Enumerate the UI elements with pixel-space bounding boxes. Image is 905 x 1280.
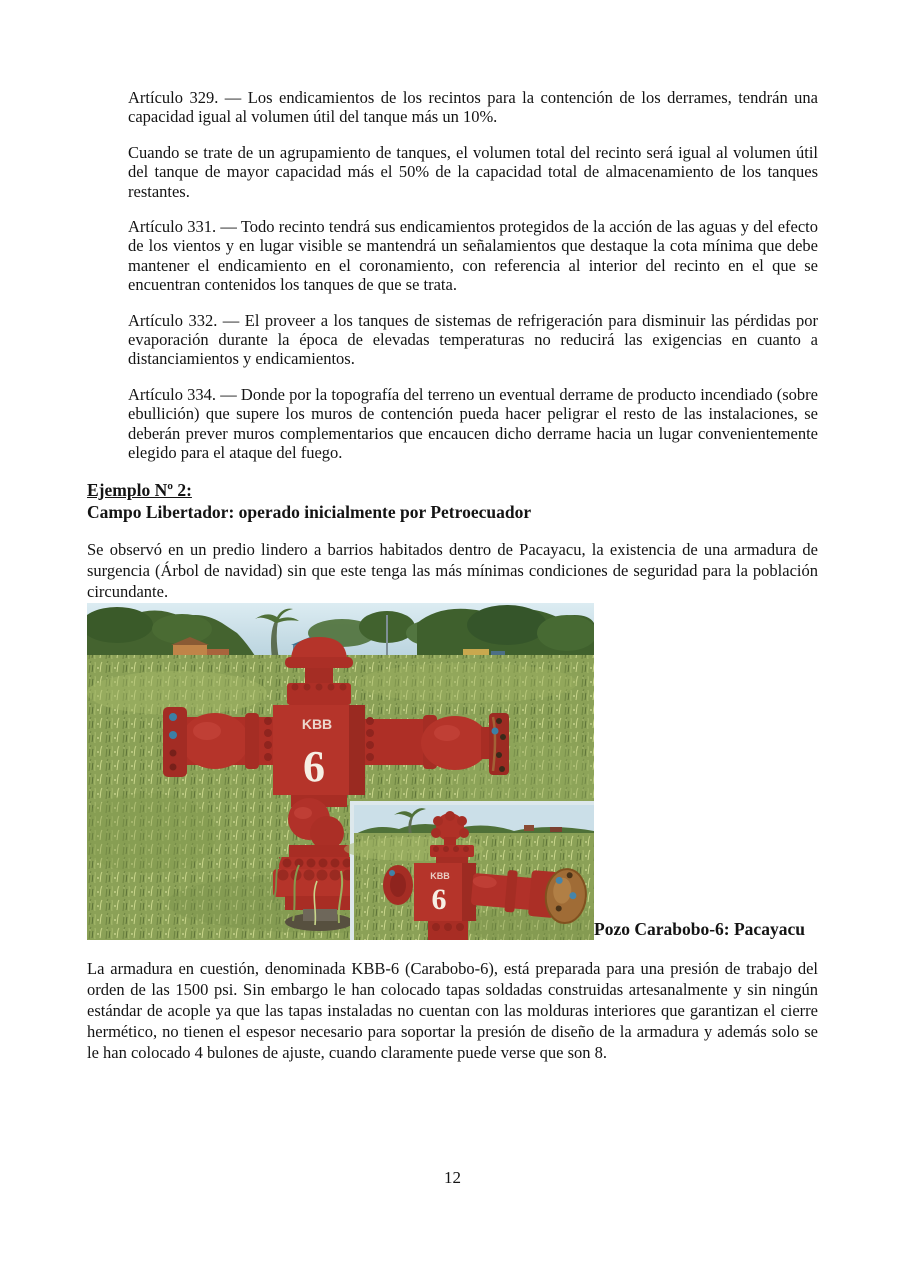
intro-paragraph: Se observó en un predio lindero a barrios habitados dentro de Pacayacu, la existencia de una armadura de surgencia (Árbol de navidad) sin que este tenga las más mínimas condiciones de seguridad para la población circundante. bbox=[87, 539, 818, 601]
articles-section bbox=[87, 88, 818, 463]
wellhead-number-text: 6 bbox=[303, 741, 325, 791]
page-number: 12 bbox=[444, 1168, 461, 1187]
inset-label-text: KBB bbox=[430, 870, 450, 881]
photo-figure bbox=[87, 603, 818, 940]
article-paragraph: Artículo 331. — Todo recinto tendrá sus endicamientos protegidos de la acción de las aguas y del efecto de los vientos y en lugar visible se mantendrá un señalamientos que destaque la cota mínima que debe mantener el endicamiento en el coronamiento, con referencia al interior del recinto en el que se encuentran contenidos los tanques de que se trata. bbox=[128, 217, 818, 295]
article-paragraph: Artículo 332. — El proveer a los tanques de sistemas de refrigeración para disminuir las pérdidas por evaporación durante la época de elevadas temperaturas no reducirá las exigencias en cuanto a distanciamientos y endicamientos. bbox=[128, 310, 818, 369]
wellhead-photo bbox=[87, 603, 594, 940]
example-subheading: Campo Libertador: operado inicialmente por Petroecuador bbox=[87, 501, 532, 522]
photo-caption: Pozo Carabobo-6: Pacayacu bbox=[594, 918, 805, 939]
page-content bbox=[87, 0, 818, 1063]
example-heading-text: Ejemplo Nº 2: bbox=[87, 479, 192, 500]
inset-number-text: 6 bbox=[431, 882, 447, 916]
article-paragraph: Cuando se trate de un agrupamiento de tanques, el volumen total del recinto será igual al volumen útil del tanque de mayor capacidad más el 50% de la capacidad total de almacenamiento de los tanques restantes. bbox=[128, 142, 818, 201]
wellhead-label-text: KBB bbox=[301, 715, 333, 732]
example-heading bbox=[87, 479, 818, 501]
article-paragraph: Artículo 329. — Los endicamientos de los recintos para la contención de los derrames, tendrán una capacidad igual al volumen útil del tanque más un 10%. bbox=[128, 88, 818, 127]
article-paragraph: Artículo 334. — Donde por la topografía del terreno un eventual derrame de producto incendiado (sobre ebullición) que supere los muros de contención pueda hacer peligrar el resto de las instalaciones, se deberán prever muros complementarios que encaucen dicho derrame hacia un lugar convenientemente elegido para el ataque del fuego. bbox=[128, 384, 818, 463]
analysis-paragraph: La armadura en cuestión, denominada KBB-6 (Carabobo-6), está preparada para una presión de trabajo del orden de las 1500 psi. Sin embargo le han colocado tapas soldadas construidas artesanalmente y sin ningún estándar de acople ya que las tapas instaladas no cuentan con las molduras interiores que garantizan el cierre hermético, no tienen el espesor necesario para soportar la presión de diseño de la armadura y además solo se le han colocado 4 bulones de ajuste, cuando claramente puede verse que son 8. bbox=[87, 958, 818, 1062]
inset-photo bbox=[344, 801, 594, 940]
